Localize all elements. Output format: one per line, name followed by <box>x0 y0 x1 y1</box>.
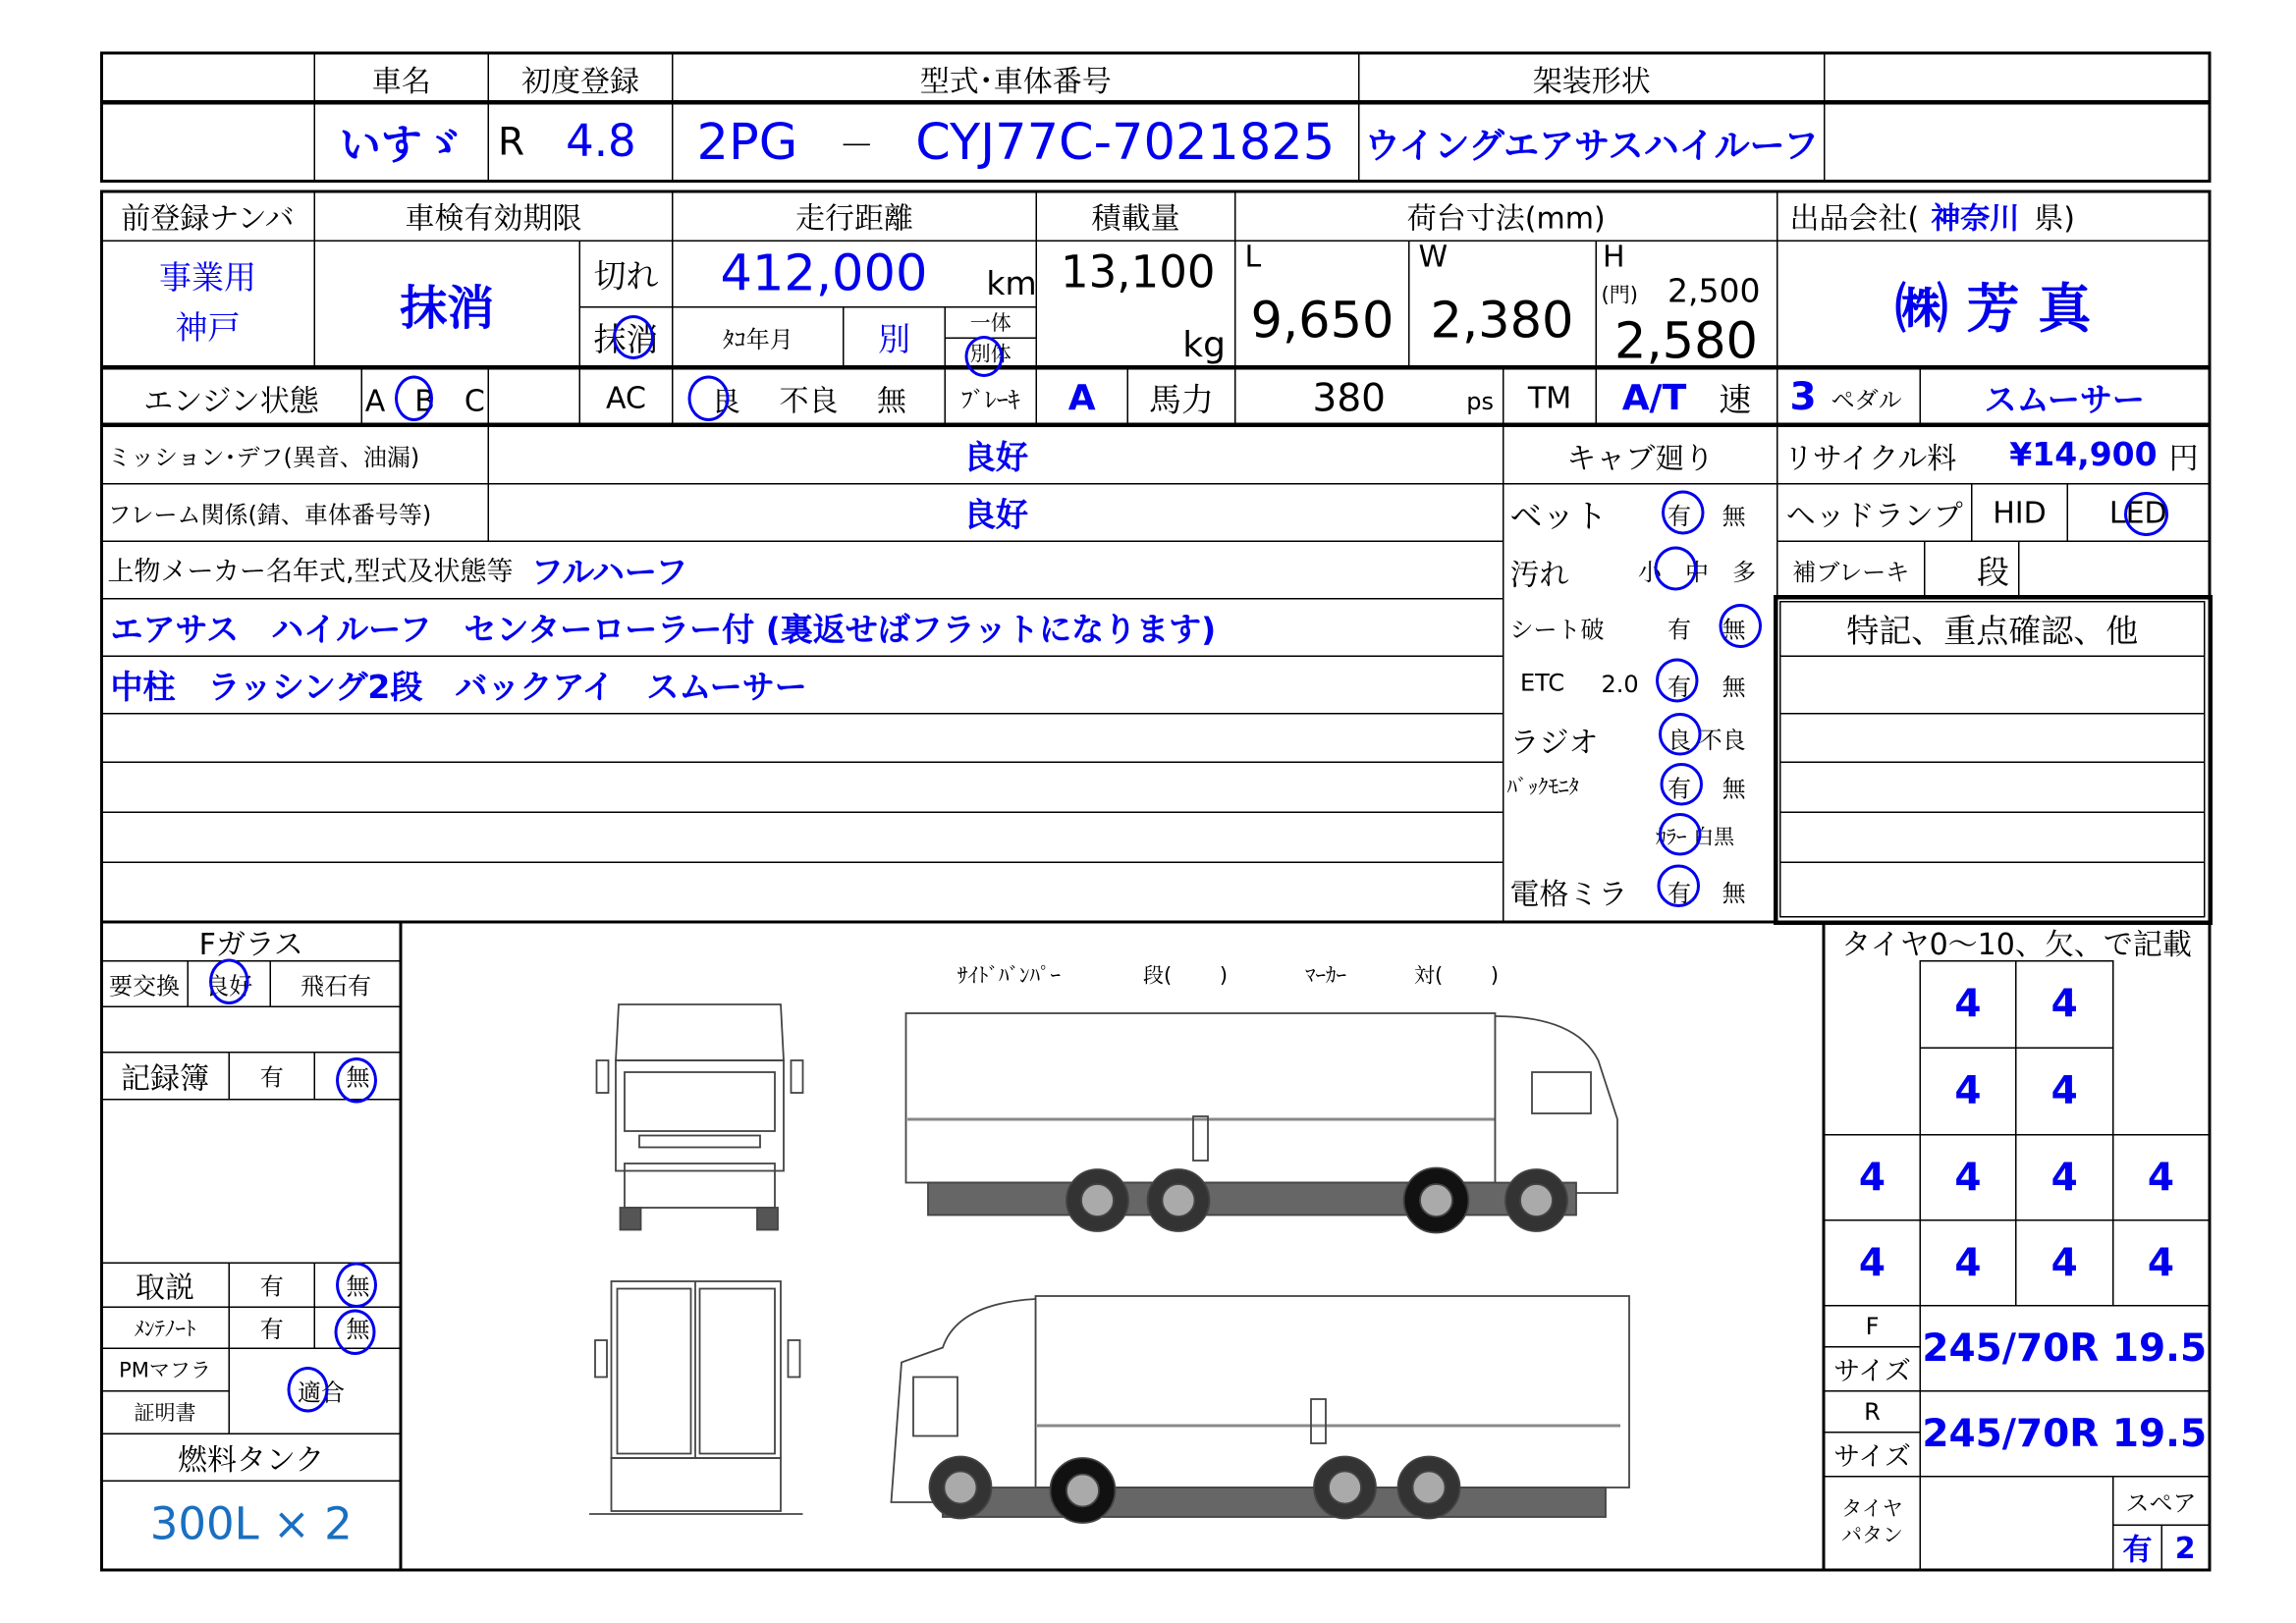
ac-options: 良 不良 無 <box>672 368 946 427</box>
radio-options: 良 不良 <box>1667 726 1746 754</box>
gate-label: (門) <box>1601 284 1638 308</box>
inspection-status: 抹消 <box>314 241 581 370</box>
record-label: 記録簿 <box>100 1052 230 1101</box>
fglass-chipped: 飛石有 <box>270 960 403 1007</box>
chassis-number: CYJ77C-7021825 <box>915 112 1336 172</box>
blank-cell <box>1824 960 1921 1136</box>
record-no: 無 <box>314 1052 403 1101</box>
tire-front-right-outer[interactable]: 4 <box>2015 960 2114 1049</box>
bed-options: 有 無 <box>1667 502 1746 530</box>
hp-unit: ps <box>1466 387 1494 415</box>
tire-rear[interactable]: 4 <box>2015 1134 2114 1221</box>
maintenance-no: 無 <box>314 1307 403 1350</box>
vehicle-name: いすゞ <box>314 103 490 182</box>
dirt-options: 小 中 多 <box>1638 558 1757 586</box>
manual-yes: 有 <box>229 1263 316 1309</box>
hp-label: 馬力 <box>1127 368 1236 427</box>
era: R <box>498 120 525 165</box>
marker-count: 対( ) <box>1414 964 1500 989</box>
marker-label: ﾏｰｶｰ <box>1305 964 1346 989</box>
bed-label: ベット <box>1509 499 1608 536</box>
spare-count: 2 <box>2161 1525 2211 1571</box>
seller-name: ㈱ 芳 真 <box>1777 241 2210 370</box>
cab-title: キャブ廻り <box>1503 426 1778 485</box>
fuel-tank-label: 燃料タンク <box>100 1434 403 1483</box>
truck-side-view-right <box>906 1013 1618 1233</box>
seller-label: 出品会社( <box>1789 200 1920 236</box>
seat-options: 有 無 <box>1667 616 1746 644</box>
tire-rear[interactable]: 4 <box>1824 1134 1921 1221</box>
header-load-capacity: 積載量 <box>1036 190 1236 243</box>
model-prefix: 2PG <box>696 112 798 172</box>
gate-height: 2,500 <box>1667 274 1761 311</box>
option-expired: 切れ <box>579 241 674 308</box>
aux-brake-label: 補ブレーキ <box>1777 541 1926 600</box>
fglass-title: Fガラス <box>100 921 403 962</box>
option-separate: 別体 <box>945 338 1038 370</box>
load-unit: kg <box>1182 324 1226 365</box>
backmonitor-label: ﾊﾞｯｸﾓﾆﾀ <box>1506 776 1579 800</box>
fglass-good: 良好 <box>188 960 272 1007</box>
frame-label: フレーム関係(錆、車体番号等) <box>100 483 489 542</box>
retarder: スムーサー <box>1920 368 2211 427</box>
maintenance-yes: 有 <box>229 1307 316 1350</box>
front-size-label: サイズ <box>1824 1346 1921 1392</box>
dash: － <box>839 125 875 167</box>
seller-label-end: 県) <box>2034 200 2075 236</box>
blank-cell <box>2112 960 2210 1136</box>
tire-rear[interactable]: 4 <box>1824 1219 1921 1307</box>
spare-label: スペア <box>2112 1476 2210 1526</box>
pedal-label: ペダル <box>1831 385 1902 413</box>
mission-value: 良好 <box>488 426 1504 485</box>
brake-label: ﾌﾞﾚｰｷ <box>945 368 1038 427</box>
header-body-type: 架装形状 <box>1358 52 1826 105</box>
upper-label: 上物メーカー名年式,型式及状態等 <box>107 557 514 588</box>
record-yes: 有 <box>229 1052 316 1101</box>
speed-label: 速 <box>1719 382 1752 419</box>
side-bumper-label: ｻｲﾄﾞﾊﾞﾝﾊﾟｰ <box>957 964 1061 989</box>
width-label: W <box>1418 239 1449 274</box>
backmonitor-options: 有 無 <box>1667 775 1746 803</box>
engine-label: エンジン状態 <box>100 368 362 427</box>
tire-front2-right[interactable]: 4 <box>2015 1048 2114 1136</box>
etc-label: ETC <box>1520 669 1565 697</box>
truck-front-view <box>597 1004 803 1230</box>
maintenance-label: ﾒﾝﾃﾉｰﾄ <box>100 1307 230 1350</box>
radio-label: ラジオ <box>1509 725 1599 760</box>
tire-rear[interactable]: 4 <box>2112 1134 2210 1221</box>
mileage-unit: km <box>986 265 1037 303</box>
option-cancelled: 抹消 <box>579 306 674 370</box>
pm-value: 適合 <box>229 1348 403 1435</box>
reg-date: 4.8 <box>566 116 636 168</box>
header-inspection-expiry: 車検有効期限 <box>314 190 674 243</box>
tacho-value: 別 <box>843 306 946 370</box>
seller-prefecture: 神奈川 <box>1931 200 2020 236</box>
tire-rear[interactable]: 4 <box>2015 1219 2114 1307</box>
truck-rear-view <box>589 1281 803 1514</box>
header-vehicle-name: 車名 <box>314 52 490 105</box>
remarks-line-1: エアサス ハイルーフ センターローラー付 (裏返せばフラットになります) <box>100 598 1504 657</box>
headlamp-label: ヘッドランプ <box>1777 483 1973 542</box>
pedal-count: 3 <box>1789 375 1817 420</box>
tire-title: タイヤ0～10、欠、で記載 <box>1824 921 2210 962</box>
hp-value: 380 <box>1312 377 1386 421</box>
brake-value: A <box>1036 368 1129 427</box>
pm-muffler-label: PMマフラ <box>100 1348 230 1392</box>
ac-label: AC <box>579 368 674 427</box>
pm-certificate-label: 証明書 <box>100 1390 230 1434</box>
header-first-registration: 初度登録 <box>488 52 674 105</box>
tacho-label: ﾀｺ年月 <box>672 306 845 370</box>
tire-rear[interactable]: 4 <box>2112 1219 2210 1307</box>
body-type: ウイングエアサスハイルーフ <box>1358 103 1826 182</box>
etc-options: 有 無 <box>1667 673 1746 701</box>
mirror-options: 有 無 <box>1667 879 1746 907</box>
height-value: 2,580 <box>1614 312 1759 371</box>
tm-label: TM <box>1503 368 1597 427</box>
length-label: L <box>1244 239 1262 274</box>
frame-value: 良好 <box>488 483 1504 542</box>
rear-size-label: サイズ <box>1824 1432 1921 1478</box>
width-value: 2,380 <box>1430 292 1574 351</box>
monitor-color-options: ｶﾗｰ 白黒 <box>1656 826 1735 850</box>
manual-label: 取説 <box>100 1263 230 1309</box>
tire-rear[interactable]: 4 <box>1920 1134 2017 1221</box>
tire-rear[interactable]: 4 <box>1920 1219 2017 1307</box>
aux-brake-unit: 段 <box>1924 541 2020 600</box>
pattern-label-1: タイヤ <box>1841 1497 1903 1522</box>
front-tire-size: 245/70R 19.5 <box>1920 1305 2211 1392</box>
fglass-replace: 要交換 <box>100 960 189 1007</box>
rear-label: R <box>1824 1390 1921 1434</box>
notes-title: 特記、重点確認、他 <box>1779 601 2206 657</box>
tire-front2-left[interactable]: 4 <box>1920 1048 2017 1136</box>
dirt-label: 汚れ <box>1509 557 1569 592</box>
upper-maker: フルハーフ <box>530 554 688 592</box>
tire-pattern-value[interactable] <box>1920 1476 2114 1570</box>
spare-has: 有 <box>2112 1525 2162 1571</box>
pattern-label-2: パタン <box>1841 1524 1903 1548</box>
headlamp-hid: HID <box>1971 483 2068 542</box>
header-previous-plate: 前登録ナンバ <box>100 190 315 243</box>
recycle-fee: ¥14,900 <box>2009 436 2158 474</box>
mileage-value: 412,000 <box>720 244 928 303</box>
header-mileage: 走行距離 <box>672 190 1037 243</box>
tire-pattern-label <box>1824 1476 1921 1570</box>
recycle-label: リサイクル料 <box>1783 439 1957 475</box>
yen-unit: 円 <box>2168 439 2199 475</box>
tire-front-left-outer[interactable]: 4 <box>1920 960 2017 1049</box>
plate-use: 事業用 <box>158 260 256 298</box>
height-label: H <box>1603 239 1625 274</box>
header-model-chassis: 型式･車体番号 <box>672 52 1360 105</box>
side-bumper-count: 段( ) <box>1143 964 1229 989</box>
option-integrated: 一体 <box>945 306 1038 339</box>
load-value: 13,100 <box>1061 247 1216 299</box>
manual-no: 無 <box>314 1263 403 1309</box>
mission-label: ミッション･デフ(異音、油漏) <box>100 426 489 485</box>
plate-area: 神戸 <box>175 310 241 348</box>
fuel-tank-value: 300L × 2 <box>100 1481 403 1571</box>
seat-label: シート破 <box>1509 616 1605 644</box>
length-value: 9,650 <box>1250 292 1394 351</box>
mirror-label: 電格ミラ <box>1509 876 1628 912</box>
headlamp-led: LED <box>2067 483 2211 542</box>
rear-tire-size: 245/70R 19.5 <box>1920 1390 2211 1478</box>
front-label: F <box>1824 1305 1921 1348</box>
header-bed-dimensions: 荷台寸法(mm) <box>1234 190 1778 243</box>
etc-version: 2.0 <box>1601 670 1639 698</box>
engine-grades: A B C <box>361 368 490 427</box>
remarks-line-2: 中柱 ラッシング2段 バックアイ スムーサー <box>100 656 1504 715</box>
tm-value: A/T <box>1621 377 1687 418</box>
truck-side-view-left <box>892 1296 1630 1523</box>
